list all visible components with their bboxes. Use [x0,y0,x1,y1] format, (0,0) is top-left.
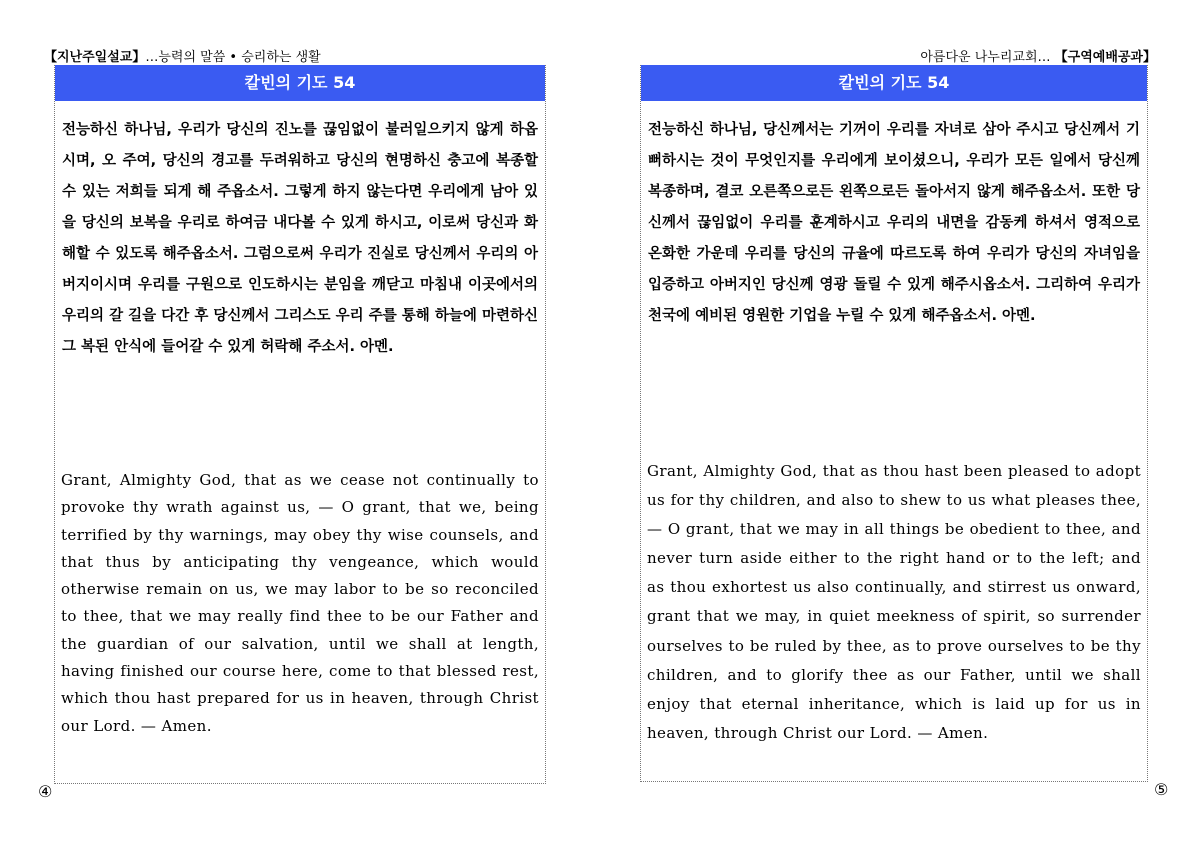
right-page-header [920,46,1156,65]
left-english-prayer: Grant, Almighty God, that as we cease not continually to provoke thy wrath against us, — O grant, that we, being terrified by thy warnings, may obey thy wise counsels, and that thus by anticipating thy vengeance, which would otherwise remain on us, we may labor to be so reconciled to thee, that we may really find thee to be our Father and the guardian of our salvation, until we shall at length, having finished our course here, come to that blessed rest, which thou hast prepared for us in heaven, through Christ our Lord. — Amen. [61,471,539,735]
study-section-label: 【구역예배공과】 [1054,50,1156,65]
left-korean-prayer: 전능하신 하나님, 우리가 당신의 진노를 끊임없이 불러일으키지 않게 하옵시며, 오 주여, 당신의 경고를 두려워하고 당신의 현명하신 충고에 복종할 수 있는 저희들 되게 해 주옵소서. 그렇게 하지 않는다면 우리에게 남아 있을 당신의 보복을 우리로 하여금 내다볼 수 있게 하시고, 이로써 당신과 화해할 수 있도록 해주옵소서. 그럼으로써 우리가 진실로 당신께서 우리의 아버지이시며 우리를 구원으로 인도하시는 분임을 깨닫고 마침내 이곳에서의 우리의 갈 길을 다간 후 당신께서 그리스도 우리 주를 통해 하늘에 마련하신 그 복된 안식에 들어갈 수 있게 허락해 주소서. 아멘. [62,122,538,355]
left-page-number: ④ [38,782,53,801]
right-page-number: ⑤ [1154,780,1169,799]
church-name: 아름다운 나누리교회… [920,50,1055,65]
left-prayer-panel [54,65,546,784]
sermon-section-label: 【지난주일설교】 [44,50,146,65]
right-english-prayer: Grant, Almighty God, that as thou hast been pleased to adopt us for thy children, and also to shew to us what pleases thee, — O grant, that we may in all things be obedient to thee, and never turn aside either to the right hand or to the left; and as thou exhortest us also continually, and stirrest us onward, grant that we may, in quiet meekness of spirit, so surrender ourselves to be ruled by thee, as to prove ourselves to be thy children, and to glorify thee as our Father, until we shall enjoy that eternal inheritance, which is laid up for us in heaven, through Christ our Lord. — Amen. [647,462,1141,742]
left-prayer-title: 칼빈의 기도 54 [55,65,545,101]
right-korean-prayer: 전능하신 하나님, 당신께서는 기꺼이 우리를 자녀로 삼아 주시고 당신께서 기뻐하시는 것이 무엇인지를 우리에게 보이셨으니, 우리가 모든 일에서 당신께 복종하며, 결코 오른쪽으로든 왼쪽으로든 돌아서지 않게 해주옵소서. 또한 당신께서 끊임없이 우리를 훈계하시고 우리의 내면을 감동케 하셔서 영적으로 온화한 가운데 우리를 당신의 규율에 따르도록 하여 우리가 당신의 자녀임을 입증하고 아버지인 당신께 영광 돌릴 수 있게 해주시옵소서. 그리하여 우리가 천국에 예비된 영원한 기업을 누릴 수 있게 해주옵소서. 아멘. [648,122,1140,324]
right-prayer-panel [640,65,1148,782]
left-page-header [44,46,321,65]
right-prayer-title: 칼빈의 기도 54 [641,65,1147,101]
sermon-title: …능력의 말씀 • 승리하는 생활 [145,50,321,65]
